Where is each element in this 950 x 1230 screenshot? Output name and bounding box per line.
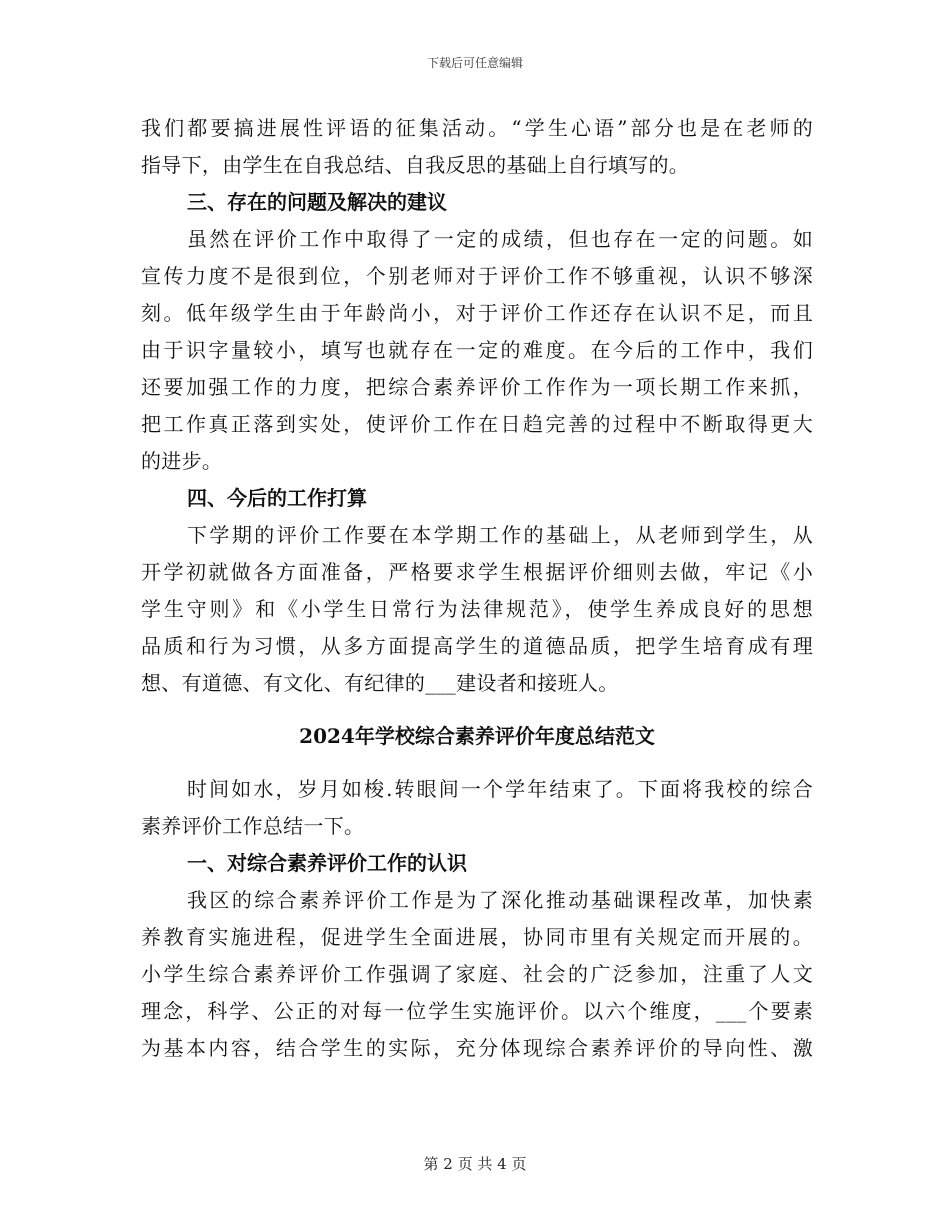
- text-line: 养教育实施进程，促进学生全面进展，协同市里有关规定而开展的。: [141, 925, 813, 949]
- section-heading-4: 四、今后的工作打算: [187, 486, 367, 510]
- document-body: [141, 110, 813, 1067]
- text-line: 想、有道德、有文化、有纪律的___建设者和接班人。: [141, 671, 619, 695]
- section-heading-3: 三、存在的问题及解决的建议: [187, 190, 447, 214]
- text-line: 下学期的评价工作要在本学期工作的基础上，从老师到学生，从: [187, 523, 813, 547]
- text-line: 的进步。: [141, 449, 223, 473]
- document-title: 2024年学校综合素养评价年度总结范文: [299, 724, 655, 748]
- text-line: 开学初就做各方面准备，严格要求学生根据评价细则去做，牢记《小: [141, 560, 813, 584]
- text-line: 虽然在评价工作中取得了一定的成绩，但也存在一定的问题。如: [187, 227, 813, 251]
- text-line: 由于识字量较小，填写也就存在一定的难度。在今后的工作中，我们: [141, 338, 813, 362]
- text-line: 我区的综合素养评价工作是为了深化推动基础课程改革，加快素: [187, 888, 813, 912]
- text-line: 理念，科学、公正的对每一位学生实施评价。以六个维度，___个要素: [141, 999, 813, 1023]
- section-heading-1: 一、对综合素养评价工作的认识: [187, 851, 467, 875]
- text-line: 小学生综合素养评价工作强调了家庭、社会的广泛参加，注重了人文: [141, 962, 813, 986]
- text-line: 指导下，由学生在自我总结、自我反思的基础上自行填写的。: [141, 153, 690, 177]
- header-note: 下载后可任意编辑: [426, 56, 523, 70]
- text-line: 刻。低年级学生由于年龄尚小，对于评价工作还存在认识不足，而且: [141, 301, 813, 325]
- page-indicator: 第 2 页 共 4 页: [423, 1155, 527, 1173]
- text-line: 品质和行为习惯，从多方面提高学生的道德品质，把学生培育成有理: [141, 634, 813, 658]
- text-line: 时间如水，岁月如梭.转眼间一个学年结束了。下面将我校的综合: [187, 777, 813, 801]
- text-line: 还要加强工作的力度，把综合素养评价工作作为一项长期工作来抓，: [141, 375, 813, 399]
- text-line: 把工作真正落到实处，使评价工作在日趋完善的过程中不断取得更大: [141, 412, 813, 436]
- text-line: 素养评价工作总结一下。: [141, 814, 365, 838]
- text-line: 我们都要搞进展性评语的征集活动。“学生心语”部分也是在老师的: [141, 116, 813, 140]
- text-line: 学生守则》和《小学生日常行为法律规范》，使学生养成良好的思想: [141, 597, 813, 621]
- text-line: 为基本内容，结合学生的实际，充分体现综合素养评价的导向性、激: [141, 1036, 813, 1060]
- text-line: 宣传力度不是很到位，个别老师对于评价工作不够重视，认识不够深: [141, 264, 813, 288]
